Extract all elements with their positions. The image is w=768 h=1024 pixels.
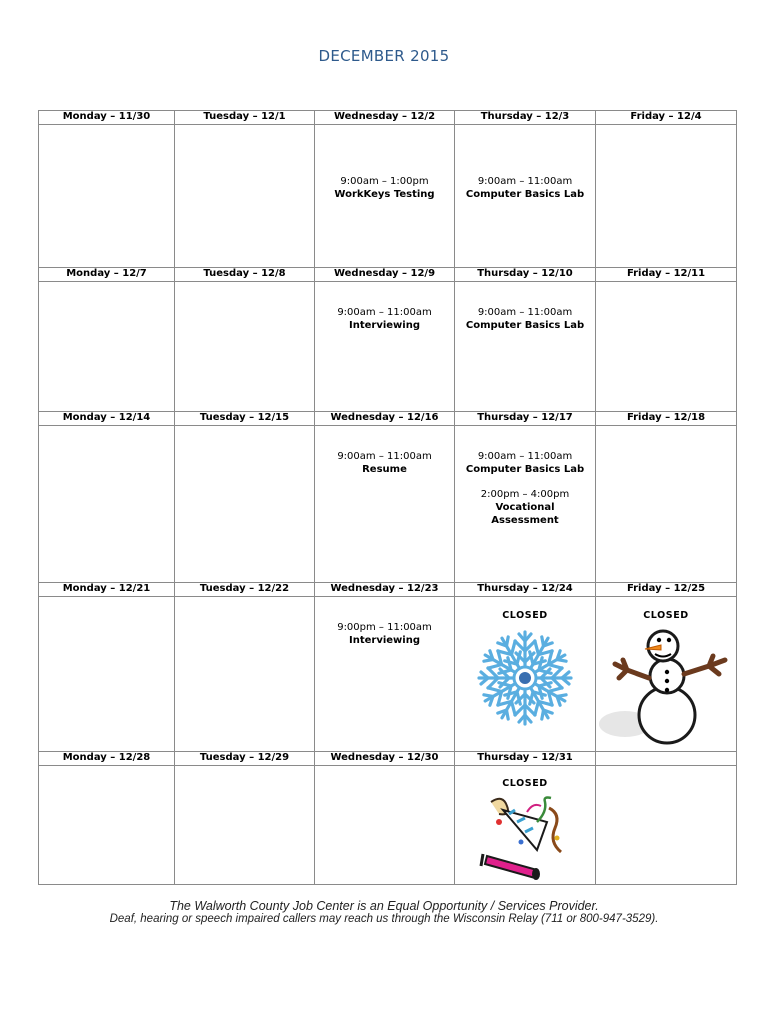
day-header: Monday – 12/21 [39,583,175,597]
week-header-row [39,752,737,766]
day-header: Thursday – 12/10 [455,268,596,282]
party-hat-icon [477,792,573,884]
day-cell [455,282,596,412]
event-name: Interviewing [348,635,420,646]
event-name: Computer Basics Lab [465,464,585,475]
page-title: DECEMBER 2015 [318,47,450,65]
day-header: Wednesday – 12/2 [315,111,455,125]
event [455,125,595,201]
calendar-table [38,110,737,885]
day-header: Tuesday – 12/8 [175,268,315,282]
day-header: Tuesday – 12/29 [175,752,315,766]
day-cell [39,426,175,583]
day-header: Wednesday – 12/23 [315,583,455,597]
day-cell [175,125,315,268]
day-header: Thursday – 12/17 [455,412,596,426]
week-row [39,125,737,268]
week-row [39,597,737,752]
day-cell [596,125,737,268]
day-header: Wednesday – 12/9 [315,268,455,282]
week-row [39,766,737,885]
event-time: 9:00am – 11:00am [477,176,573,187]
event-name: Interviewing [348,320,420,331]
day-header: Friday – 12/11 [596,268,737,282]
event-time: 9:00am – 1:00pm [340,176,429,187]
event-time: 9:00pm – 11:00am [337,622,432,633]
event-name: Vocational Assessment [491,502,559,526]
day-header: Tuesday – 12/15 [175,412,315,426]
event [455,488,595,527]
day-cell [175,766,315,885]
day-cell [39,125,175,268]
day-cell [315,426,455,583]
event [455,282,595,332]
day-cell [596,766,737,885]
week-header-row [39,583,737,597]
day-header: Friday – 12/18 [596,412,737,426]
event-time: 9:00am – 11:00am [337,307,432,318]
day-cell [455,766,596,885]
day-header: Thursday – 12/24 [455,583,596,597]
event [315,426,454,476]
day-header [596,752,737,766]
day-header: Monday – 11/30 [39,111,175,125]
day-cell [455,597,596,752]
day-cell [39,282,175,412]
day-cell [315,282,455,412]
day-header: Thursday – 12/31 [455,752,596,766]
event-time: 9:00am – 11:00am [337,451,432,462]
day-header: Thursday – 12/3 [455,111,596,125]
event-time: 2:00pm – 4:00pm [480,489,570,500]
day-cell [175,426,315,583]
closed-label: CLOSED [502,610,548,621]
event [315,282,454,332]
day-cell [596,597,737,752]
week-header-row [39,268,737,282]
day-cell [596,426,737,583]
snowflake-icon [473,626,577,730]
day-cell [455,426,596,583]
day-header: Wednesday – 12/30 [315,752,455,766]
day-header: Wednesday – 12/16 [315,412,455,426]
week-header-row [39,111,737,125]
day-cell [315,597,455,752]
closed-label: CLOSED [643,610,689,621]
event-name: Resume [362,464,407,475]
day-header: Monday – 12/14 [39,412,175,426]
week-header-row [39,412,737,426]
week-row [39,282,737,412]
snowman-icon [597,624,735,748]
week-row [39,426,737,583]
closed-label: CLOSED [502,778,548,789]
day-cell [596,282,737,412]
footer-equal-opportunity: The Walworth County Job Center is an Equal Opportunity / Services Provider. [169,899,599,913]
day-header: Tuesday – 12/22 [175,583,315,597]
day-cell [315,766,455,885]
day-header: Friday – 12/25 [596,583,737,597]
day-cell [39,766,175,885]
day-header: Friday – 12/4 [596,111,737,125]
event-time: 9:00am – 11:00am [477,307,573,318]
footer-relay-info: Deaf, hearing or speech impaired callers may reach us through the Wisconsin Relay (711 or 800-947-3529). [109,913,659,925]
event [455,426,595,476]
day-header: Monday – 12/28 [39,752,175,766]
day-header: Monday – 12/7 [39,268,175,282]
day-cell [315,125,455,268]
day-header: Tuesday – 12/1 [175,111,315,125]
day-cell [39,597,175,752]
day-cell [455,125,596,268]
event-name: Computer Basics Lab [465,189,585,200]
day-cell [175,282,315,412]
event [315,125,454,201]
event-name: Computer Basics Lab [465,320,585,331]
day-cell [175,597,315,752]
event-time: 9:00am – 11:00am [477,451,573,462]
event [315,597,454,647]
event-name: WorkKeys Testing [334,189,435,200]
